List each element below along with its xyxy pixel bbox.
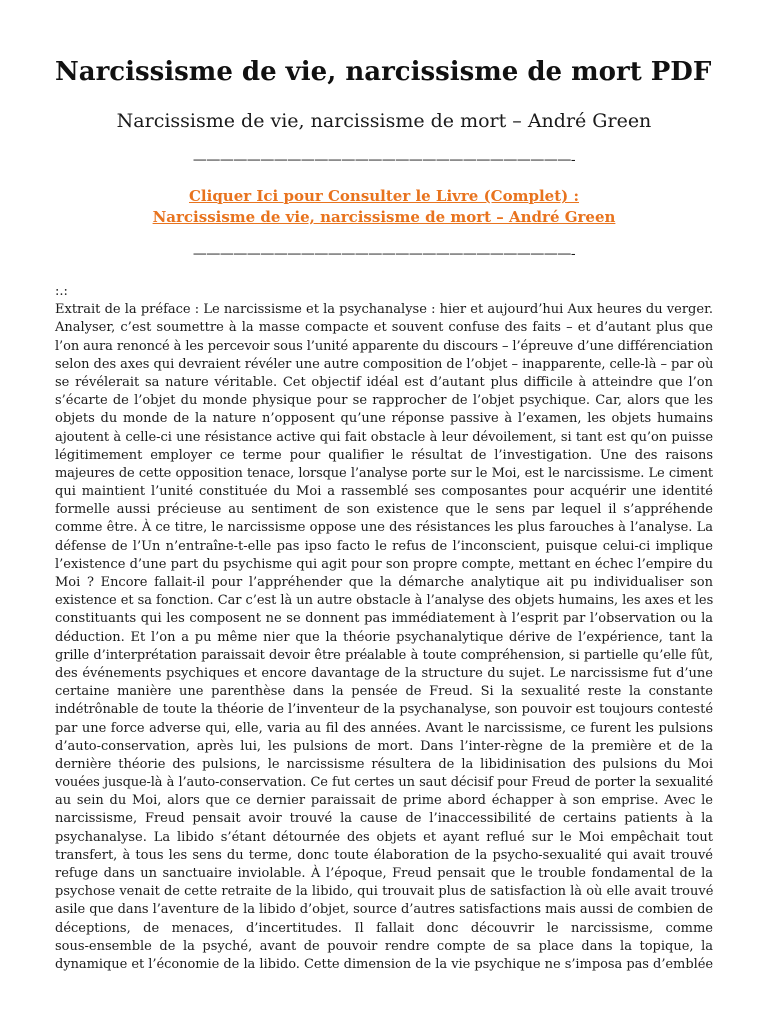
body-line: grille d’interprétation paraissait devoir être préalable à toute compréhension, si partielle qu’elle fût,	[55, 647, 713, 663]
body-line: objets du monde de la nature n’opposent qu’une réponse passive à l’examen, les objets humains	[55, 411, 713, 427]
body-line: majeures de cette opposition tenace, lorsque l’analyse porte sur le Moi, est le narcissisme. Le ciment	[55, 465, 713, 481]
body-line: psychose venait de cette retraite de la libido, qui trouvait plus de satisfaction là où elle avait trouvé	[55, 884, 714, 900]
body-line: dynamique et l’économie de la libido. Cette dimension de la vie psychique ne s’imposa pas d’emblée	[55, 956, 713, 972]
body-line: sous-ensemble de la psyché, avant de pouvoir rendre compte de sa place dans la topique, la	[55, 938, 713, 954]
body-line: s’écarte de l’objet du monde physique pour se rapprocher de l’objet psychique. Car, alors que les	[55, 393, 713, 409]
body-line: défense de l’Un n’entraîne-t-elle pas ipso facto le refus de l’inconscient, puisque celui-ci implique	[55, 538, 713, 554]
body-line: l’on aura renoncé à les percevoir sous l’unité apparente du discours – l’épreuve d’une différenciation	[55, 338, 713, 354]
page-title: Narcissisme de vie, narcissisme de mort PDF	[55, 57, 712, 87]
body-line: existence et sa fonction. Car c’est là un autre obstacle à l’analyse des objets humains, les axes et les	[55, 593, 714, 609]
body-line: ajoutent à celle-ci une résistance active qui fait obstacle à leur dévoilement, si tant est qu’on puisse	[55, 429, 713, 445]
body-line: déceptions, de menaces, d’incertitudes. Il fallait donc découvrir le narcissisme, comme	[55, 920, 713, 936]
book-subtitle: Narcissisme de vie, narcissisme de mort – André Green	[116, 110, 652, 132]
body-line: selon des axes qui devraient révéler une autre composition de l’objet – inapparente, celle-là – par où	[55, 356, 714, 372]
body-line: déduction. Et l’on a pu même nier que la théorie psychanalytique dérive de l’expérience, tant la	[55, 629, 713, 645]
body-line: constituants qui les composent ne se donnent pas immédiatement à l’esprit par l’observation ou la	[55, 611, 713, 627]
body-line: au sein du Moi, alors que ce dernier paraissait de prime abord échapper à son emprise. Avec le	[55, 793, 713, 809]
body-line: dernière théorie des pulsions, le narcissisme résultera de la libidinisation des pulsions du Moi	[55, 756, 713, 772]
body-line: narcissisme, Freud pensait avoir trouvé la cause de l’inaccessibilité de certains patients à la	[55, 811, 713, 827]
divider-top: ————————————————————————————-	[192, 152, 576, 168]
body-line: l’existence d’une part du psychisme qui agit pour son propre compte, mettant en échec l’empire du	[55, 556, 713, 572]
body-line: d’auto-conservation, après lui, les pulsions de mort. Dans l’inter-règne de la première et de la	[55, 738, 713, 754]
body-line: Extrait de la préface : Le narcissisme et la psychanalyse : hier et aujourd’hui Aux heures du verger.	[55, 302, 713, 318]
body-line: se révélerait sa nature véritable. Cet objectif idéal est d’autant plus difficile à atteindre que l’on	[55, 374, 713, 390]
body-line: refuge dans un sanctuaire inviolable. À l’époque, Freud pensait que le trouble fondamental de la	[55, 866, 713, 881]
preface-excerpt	[55, 283, 713, 974]
body-line: indétrônable de toute la théorie de l’inventeur de la psychanalyse, son pouvoir est toujours contesté	[55, 702, 713, 718]
body-line: asile que dans l’aventure de la libido d’objet, source d’autres satisfactions mais aussi de combien de	[55, 902, 713, 918]
body-line: :.:	[55, 284, 68, 299]
consult-book-link[interactable]	[0, 186, 768, 228]
body-line: vouées jusque-là à l’auto-conservation. Ce fut certes un saut décisif pour Freud de porter la sexualité	[55, 775, 713, 791]
body-line: Moi ? Encore fallait-il pour l’appréhender que la démarche analytique ait pu individualiser son	[55, 575, 713, 590]
body-line: qui maintient l’unité constituée du Moi a rassemblé ses composantes pour acquérir une identité	[55, 484, 713, 500]
body-line: psychanalyse. La libido s’étant détournée des objets et ayant reflué sur le Moi empêchait tout	[55, 829, 713, 845]
consult-book-link-line1[interactable]: Cliquer Ici pour Consulter le Livre (Complet) :	[188, 187, 579, 205]
body-line: Analyser, c’est soumettre à la masse compacte et souvent confuse des faits – et d’autant plus que	[55, 320, 713, 336]
body-line: des événements psychiques et encore davantage de la structure du sujet. Le narcissisme fut d’une	[55, 665, 713, 681]
body-line: formelle aussi précieuse au sentiment de son existence que le sens par lequel il s’appréhende	[55, 502, 713, 518]
divider-bottom: ————————————————————————————-	[192, 246, 576, 262]
body-line: transfert, à tous les sens du terme, donc toute élaboration de la psycho-sexualité qui avait trouvé	[55, 847, 713, 863]
body-line: certaine manière une parenthèse dans la pensée de Freud. Si la sexualité reste la constante	[55, 684, 713, 700]
body-line: comme être. À ce titre, le narcissisme oppose une des résistances les plus farouches à l’analyse. La	[55, 520, 713, 536]
consult-book-link-line2[interactable]: Narcissisme de vie, narcissisme de mort – André Green	[152, 208, 616, 226]
body-line: par une force adverse qui, elle, varia au fil des années. Avant le narcissisme, ce furent les pulsions	[55, 720, 713, 736]
body-line: légitimement employer ce terme pour qualifier le résultat de l’investigation. Une des raisons	[55, 447, 713, 463]
